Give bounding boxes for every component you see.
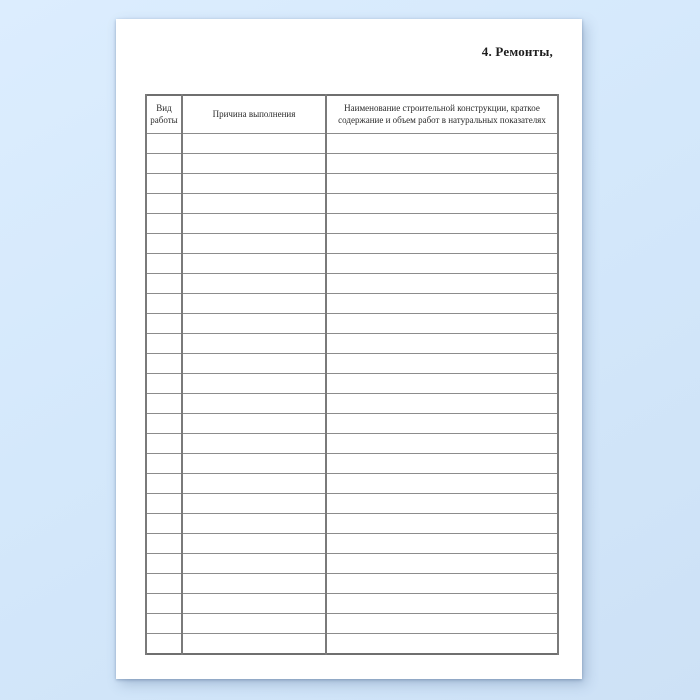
table-row — [146, 554, 558, 574]
empty-cell — [182, 554, 326, 574]
empty-cell — [326, 414, 558, 434]
empty-cell — [146, 414, 182, 434]
empty-cell — [182, 394, 326, 414]
table-body — [146, 134, 558, 655]
empty-cell — [182, 414, 326, 434]
empty-cell — [182, 374, 326, 394]
empty-cell — [146, 574, 182, 594]
empty-cell — [146, 474, 182, 494]
table-row — [146, 314, 558, 334]
table-row — [146, 234, 558, 254]
empty-cell — [326, 214, 558, 234]
table-row — [146, 414, 558, 434]
empty-cell — [182, 514, 326, 534]
table-row — [146, 594, 558, 614]
empty-cell — [326, 294, 558, 314]
empty-cell — [182, 254, 326, 274]
empty-cell — [326, 334, 558, 354]
empty-cell — [146, 594, 182, 614]
empty-cell — [146, 354, 182, 374]
table-row — [146, 134, 558, 154]
table-row — [146, 194, 558, 214]
empty-cell — [146, 194, 182, 214]
empty-cell — [326, 434, 558, 454]
empty-cell — [326, 394, 558, 414]
empty-cell — [146, 534, 182, 554]
empty-cell — [326, 314, 558, 334]
empty-cell — [182, 294, 326, 314]
table-row — [146, 514, 558, 534]
section-heading: 4. Ремонты, — [481, 44, 553, 59]
empty-cell — [182, 274, 326, 294]
empty-cell — [182, 594, 326, 614]
empty-cell — [326, 234, 558, 254]
empty-cell — [146, 374, 182, 394]
empty-cell — [146, 214, 182, 234]
table-header-row — [146, 95, 558, 134]
empty-cell — [146, 174, 182, 194]
empty-cell — [146, 314, 182, 334]
table-row — [146, 614, 558, 634]
table-row — [146, 154, 558, 174]
table-row — [146, 254, 558, 274]
empty-cell — [326, 554, 558, 574]
empty-cell — [182, 154, 326, 174]
empty-cell — [146, 494, 182, 514]
repairs-table — [145, 94, 559, 655]
empty-cell — [146, 294, 182, 314]
table-row — [146, 214, 558, 234]
empty-cell — [326, 454, 558, 474]
empty-cell — [182, 494, 326, 514]
empty-cell — [146, 634, 182, 655]
empty-cell — [146, 334, 182, 354]
empty-cell — [146, 614, 182, 634]
empty-cell — [182, 194, 326, 214]
empty-cell — [146, 274, 182, 294]
empty-cell — [146, 454, 182, 474]
empty-cell — [182, 534, 326, 554]
col-header-structure-description: Наименование строительной конструкции, краткое содержание и объем работ в натуральных показателях — [326, 95, 558, 134]
empty-cell — [182, 574, 326, 594]
table-row — [146, 494, 558, 514]
empty-cell — [326, 354, 558, 374]
empty-cell — [326, 494, 558, 514]
table-row — [146, 574, 558, 594]
col-header-work-type: Вид работы — [146, 95, 182, 134]
table-row — [146, 354, 558, 374]
empty-cell — [326, 514, 558, 534]
empty-cell — [182, 214, 326, 234]
empty-cell — [146, 154, 182, 174]
empty-cell — [326, 614, 558, 634]
empty-cell — [182, 334, 326, 354]
col-header-reason: Причина выполнения — [182, 95, 326, 134]
empty-cell — [146, 254, 182, 274]
table-row — [146, 274, 558, 294]
empty-cell — [326, 374, 558, 394]
empty-cell — [146, 394, 182, 414]
empty-cell — [326, 274, 558, 294]
empty-cell — [146, 134, 182, 154]
document-page — [116, 19, 582, 679]
empty-cell — [182, 474, 326, 494]
empty-cell — [326, 474, 558, 494]
empty-cell — [182, 314, 326, 334]
empty-cell — [182, 634, 326, 655]
empty-cell — [182, 434, 326, 454]
empty-cell — [326, 534, 558, 554]
empty-cell — [326, 174, 558, 194]
table-row — [146, 174, 558, 194]
table-row — [146, 474, 558, 494]
table-row — [146, 534, 558, 554]
empty-cell — [326, 154, 558, 174]
empty-cell — [326, 194, 558, 214]
empty-cell — [182, 174, 326, 194]
empty-cell — [146, 234, 182, 254]
empty-cell — [326, 134, 558, 154]
empty-cell — [182, 614, 326, 634]
table-row — [146, 434, 558, 454]
table-row — [146, 334, 558, 354]
table-row — [146, 374, 558, 394]
table-row — [146, 454, 558, 474]
empty-cell — [146, 554, 182, 574]
empty-cell — [326, 254, 558, 274]
empty-cell — [182, 354, 326, 374]
empty-cell — [326, 634, 558, 655]
empty-cell — [146, 514, 182, 534]
empty-cell — [146, 434, 182, 454]
empty-cell — [182, 134, 326, 154]
empty-cell — [182, 234, 326, 254]
empty-cell — [326, 594, 558, 614]
table-row — [146, 634, 558, 655]
table-row — [146, 394, 558, 414]
empty-cell — [182, 454, 326, 474]
table-row — [146, 294, 558, 314]
empty-cell — [326, 574, 558, 594]
